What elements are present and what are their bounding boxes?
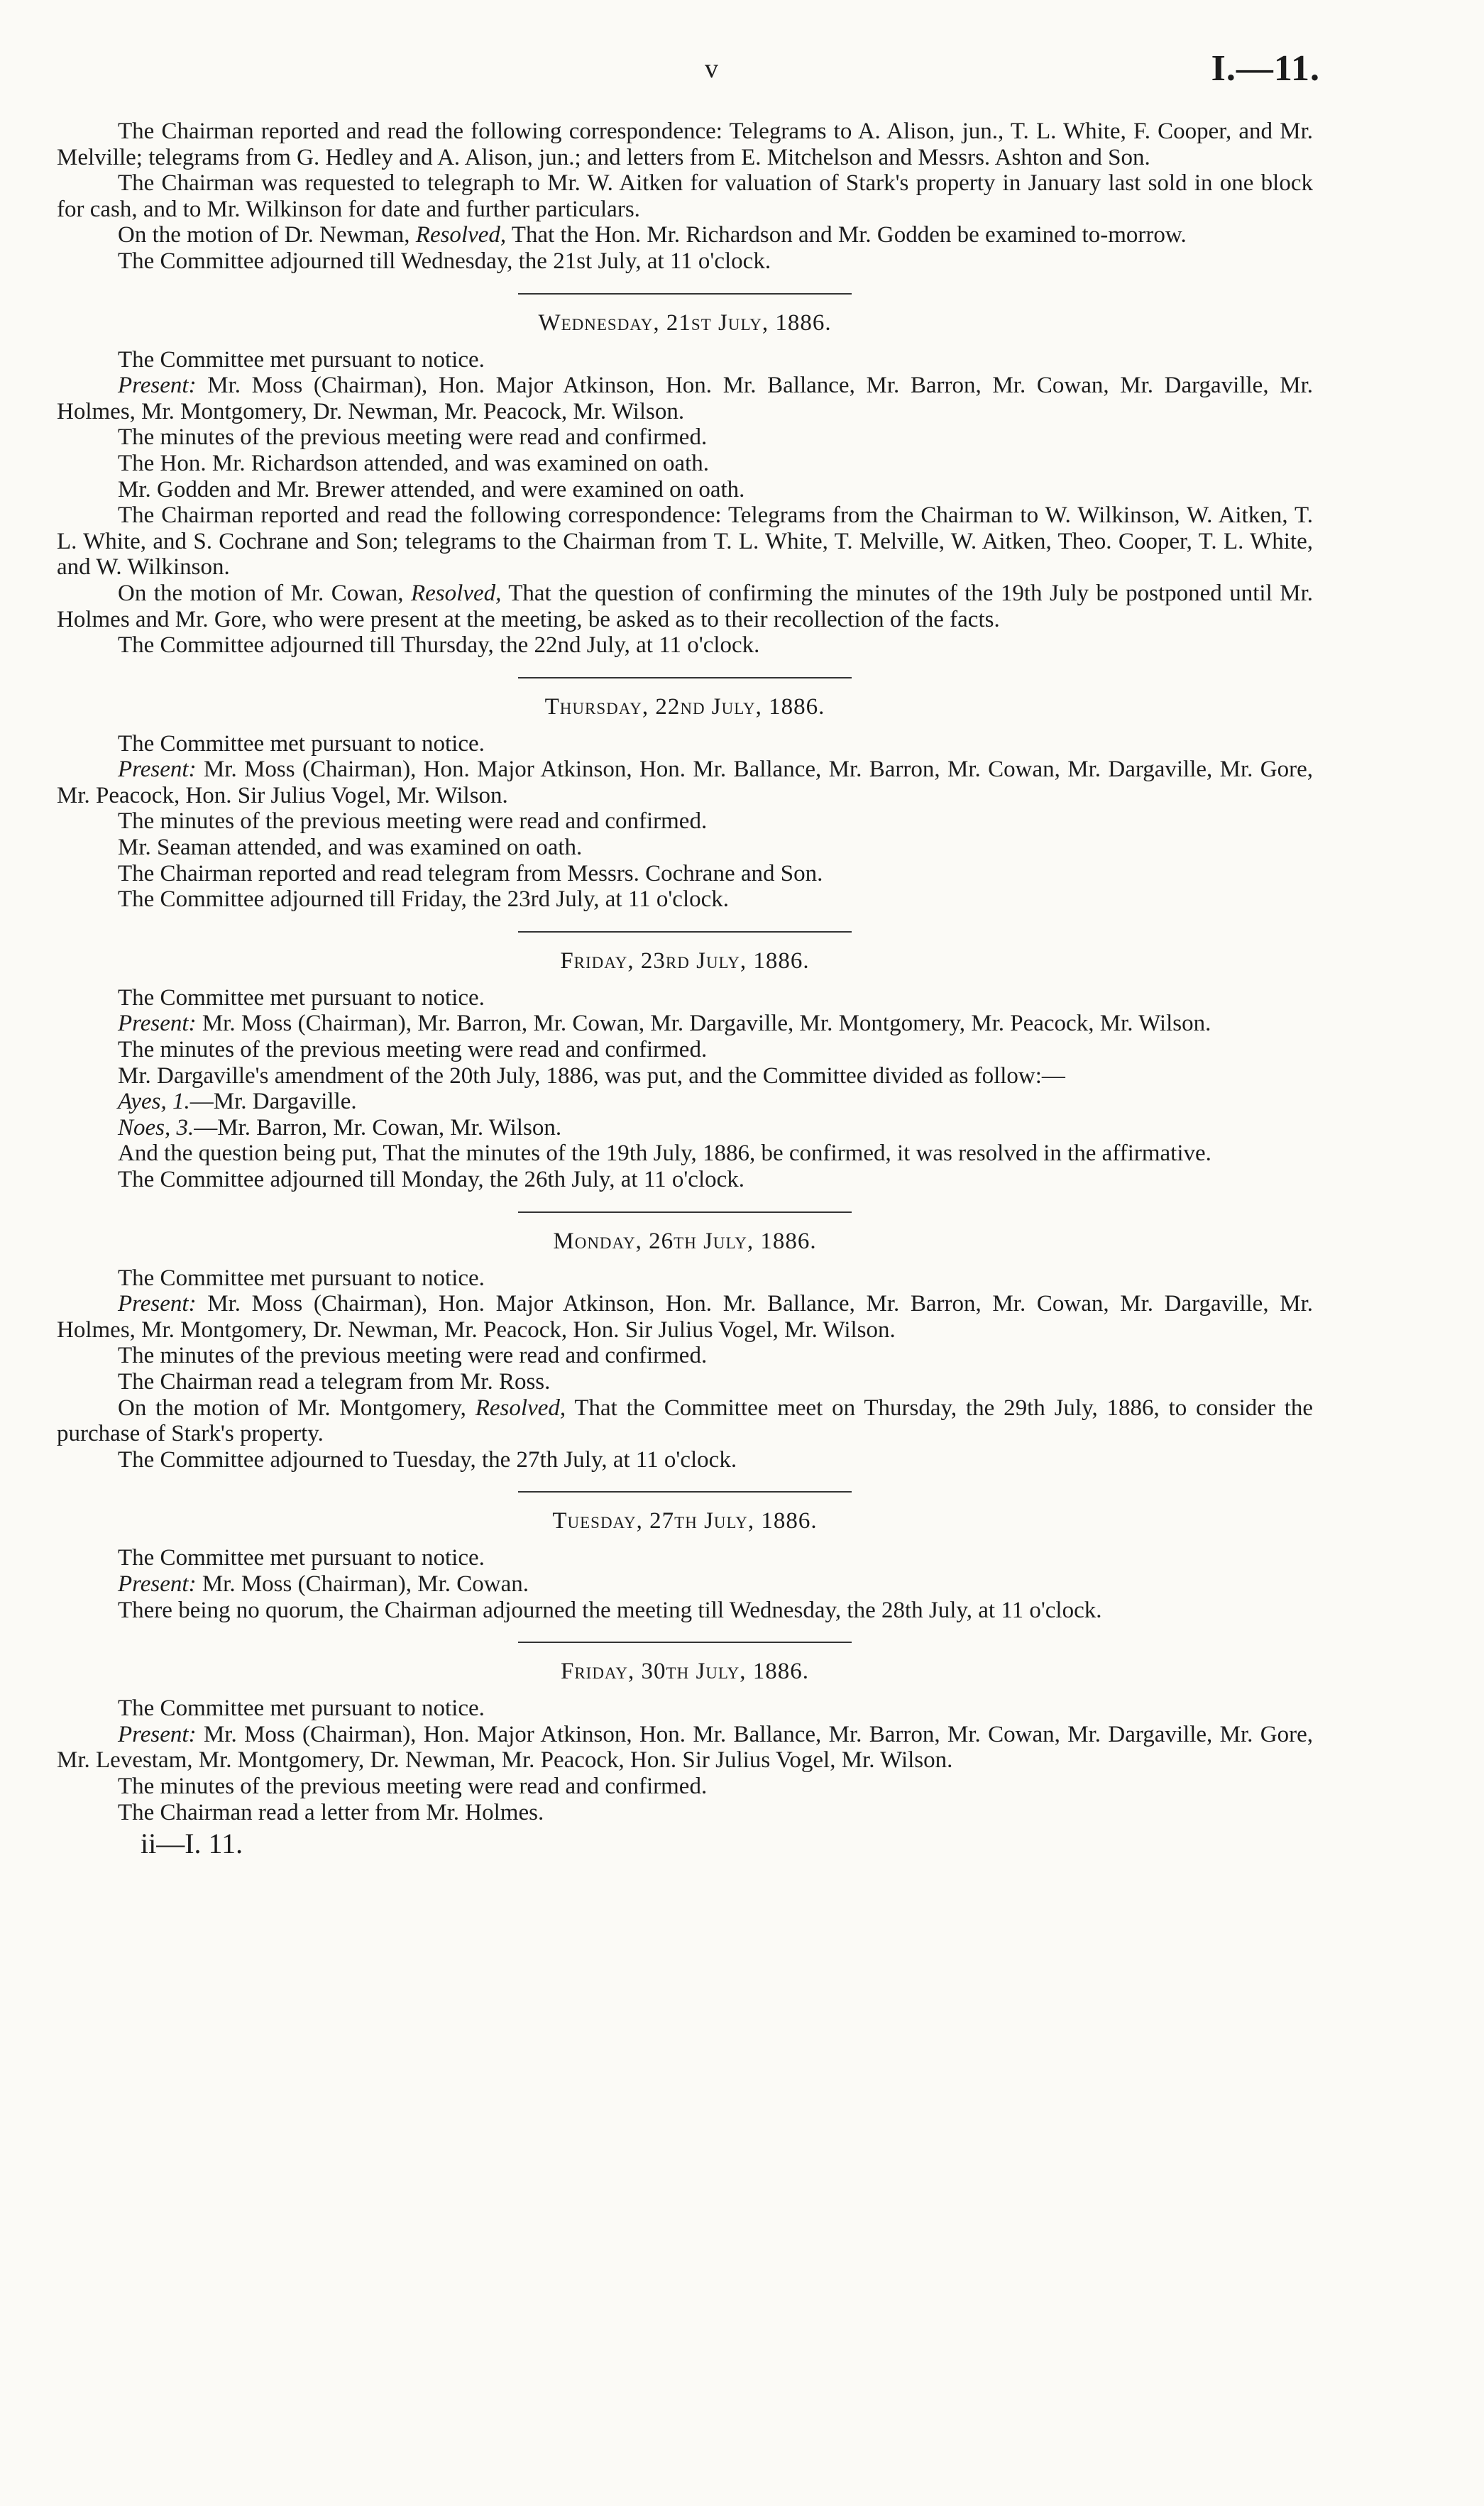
present-list [57,373,1313,424]
paragraph: There being no quorum, the Chairman adjourned the meeting till Wednesday, the 28th July, at 11 o'clock. [118,1597,1102,1623]
ayes-label: Ayes, 1. [118,1089,190,1115]
paragraph: Mr. Dargaville's amendment of the 20th July, 1886, was put, and the Committee divided as follow:— [118,1062,1065,1089]
paragraph: The minutes of the previous meeting were read and confirmed. [118,1773,708,1799]
present-list [57,1722,1313,1774]
paragraph: The Hon. Mr. Richardson attended, and was examined on oath. [118,450,710,476]
session-date: Tuesday, 27th July, 1886. [552,1508,818,1534]
resolved-label: Resolved, [411,580,502,606]
session-date: Friday, 30th July, 1886. [560,1659,810,1685]
present-list [57,1571,1313,1598]
paragraph: The minutes of the previous meeting were read and confirmed. [118,1037,708,1063]
text: That the Committee meet on Thursday, the 29th July, 1886, to consider the purchase of Stark's property. [57,1395,1314,1447]
page-header [57,48,1320,119]
motion-paragraph [57,581,1313,632]
present-label: Present: [118,1571,197,1597]
paragraph: The Committee met pursuant to notice. [118,730,485,757]
present-list [57,1011,1313,1037]
paragraph: The Chairman reported and read telegram from Messrs. Cochrane and Son. [118,860,823,886]
document-page [57,48,1320,1860]
section-divider [518,931,852,933]
adjournment: The Committee adjourned till Friday, the 23rd July, at 11 o'clock. [118,886,730,913]
ayes-line [57,1089,1313,1115]
present-label: Present: [118,1721,197,1747]
motion-paragraph [57,222,1313,248]
paragraph: The Chairman reported and read the following correspondence: Telegrams from the Chairman to W. Wilkinson, W. Aitken, T. L. White, and S. Cochrane and Son; telegrams to the Chairman from T. L. White, T. Melville, W. Aitken, Theo. Cooper, T. L. White, and W. Wilkinson. [57,502,1313,581]
text: On the motion of Mr. Cowan, [118,580,411,606]
motion-paragraph [57,1395,1313,1447]
paragraph: The Committee met pursuant to notice. [118,1696,485,1722]
attendees: Mr. Moss (Chairman), Hon. Major Atkinson, Hon. Mr. Ballance, Mr. Barron, Mr. Cowan, Mr. Dargaville, Mr. Holmes, Mr. Montgomery, Dr. Newman, Mr. Peacock, Hon. Sir Julius Vogel, Mr. Wilson. [57,1291,1313,1343]
paragraph: The Chairman was requested to telegraph to Mr. W. Aitken for valuation of Stark's property in January last sold in one block for cash, and to Mr. Wilkinson for date and further particulars. [57,170,1313,222]
paragraph: The Committee met pursuant to notice. [118,1265,485,1291]
paragraph: The Chairman reported and read the following correspondence: Telegrams to A. Alison, jun., T. L. White, F. Cooper, and Mr. Melville; telegrams from G. Hedley and A. Alison, jun.; and letters from E. Mitchelson and Messrs. Ashton and Son. [57,119,1313,170]
adjournment: The Committee adjourned till Wednesday, the 21st July, at 11 o'clock. [118,248,771,274]
paragraph: And the question being put, That the minutes of the 19th July, 1886, be confirmed, it was resolved in the affirmative. [118,1141,1211,1167]
paragraph: The minutes of the previous meeting were read and confirmed. [118,808,708,835]
document-reference: I.—11. [1211,48,1320,89]
text: On the motion of Mr. Montgomery, [118,1395,476,1421]
adjournment: The Committee adjourned to Tuesday, the 27th July, at 11 o'clock. [118,1446,737,1473]
section-divider [518,293,852,295]
present-label: Present: [118,757,197,783]
section-divider [518,677,852,678]
paragraph: The Committee met pursuant to notice. [118,984,485,1011]
printer-signature: ii—I. 11. [141,1828,243,1860]
ayes-names: —Mr. Dargaville. [189,1089,357,1115]
section-divider [518,1211,852,1213]
session-date: Thursday, 22nd July, 1886. [544,693,825,720]
present-label: Present: [118,373,197,399]
present-list [57,1291,1313,1343]
attendees: Mr. Moss (Chairman), Hon. Major Atkinson, Hon. Mr. Ballance, Mr. Barron, Mr. Cowan, Mr. Dargaville, Mr. Holmes, Mr. Montgomery, Dr. Newman, Mr. Peacock, Mr. Wilson. [57,373,1313,424]
noes-line [57,1115,1313,1141]
paragraph: The minutes of the previous meeting were read and confirmed. [118,424,708,451]
text: That the Hon. Mr. Richardson and Mr. Godden be examined to-morrow. [506,222,1187,248]
attendees: Mr. Moss (Chairman), Mr. Cowan. [196,1571,529,1597]
text: That the question of confirming the minutes of the 19th July be postponed until Mr. Holmes and Mr. Gore, who were present at the meeting, be asked as to their recollection of the facts. [57,580,1313,632]
resolved-label: Resolved, [475,1395,566,1421]
adjournment: The Committee adjourned till Thursday, the 22nd July, at 11 o'clock. [118,632,760,659]
section-divider [518,1491,852,1493]
present-list [57,757,1313,808]
page-folio: v [705,54,718,84]
noes-names: —Mr. Barron, Mr. Cowan, Mr. Wilson. [194,1114,562,1141]
adjournment: The Committee adjourned till Monday, the 26th July, at 11 o'clock. [118,1167,745,1192]
attendees: Mr. Moss (Chairman), Hon. Major Atkinson, Hon. Mr. Ballance, Mr. Barron, Mr. Cowan, Mr. Dargaville, Mr. Gore, Mr. Levestam, Mr. Montgomery, Dr. Newman, Mr. Peacock, Hon. Sir Julius Vogel, Mr. Wilson. [57,1721,1313,1774]
section-divider [518,1642,852,1643]
paragraph: The Chairman read a telegram from Mr. Ross. [118,1368,551,1395]
present-label: Present: [118,1291,197,1317]
session-date: Wednesday, 21st July, 1886. [538,309,832,336]
paragraph: Mr. Seaman attended, and was examined on oath. [118,835,583,861]
noes-label: Noes, 3. [118,1114,194,1141]
paragraph: Mr. Godden and Mr. Brewer attended, and were examined on oath. [118,476,745,502]
paragraph: The Committee met pursuant to notice. [118,346,485,373]
resolved-label: Resolved, [415,222,507,248]
text: On the motion of Dr. Newman, [118,222,416,248]
attendees: Mr. Moss (Chairman), Hon. Major Atkinson, Hon. Mr. Ballance, Mr. Barron, Mr. Cowan, Mr. Dargaville, Mr. Gore, Mr. Peacock, Hon. Sir Julius Vogel, Mr. Wilson. [57,757,1313,808]
session-date: Friday, 23rd July, 1886. [560,947,810,974]
paragraph: The minutes of the previous meeting were read and confirmed. [118,1343,708,1369]
paragraph: The Committee met pursuant to notice. [118,1545,485,1571]
present-label: Present: [118,1011,197,1037]
paragraph: The Chairman read a letter from Mr. Holmes. [118,1799,544,1825]
attendees: Mr. Moss (Chairman), Mr. Barron, Mr. Cowan, Mr. Dargaville, Mr. Montgomery, Mr. Peacock, Mr. Wilson. [196,1011,1211,1037]
session-date: Monday, 26th July, 1886. [553,1228,817,1254]
